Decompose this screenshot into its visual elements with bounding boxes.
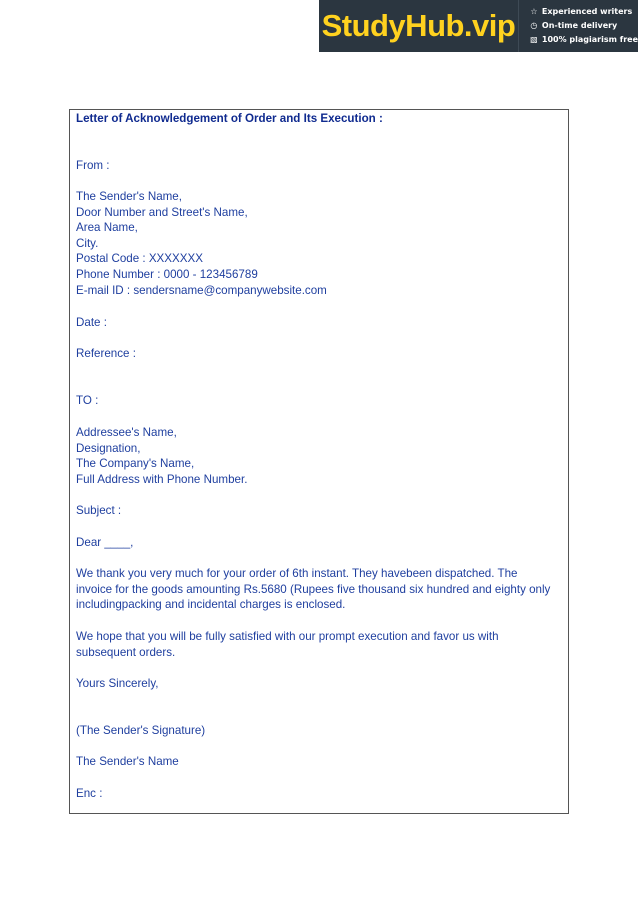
reference-label: Reference :	[76, 347, 136, 360]
body-line: subsequent orders.	[76, 645, 176, 659]
addressee-address	[76, 425, 247, 487]
clock-icon: ◷	[530, 21, 538, 30]
feature-label: Experienced writers	[541, 7, 633, 16]
body-line: We hope that you will be fully satisfied with our prompt execution and favor us with	[76, 630, 499, 643]
sender-postal: Postal Code : XXXXXXX	[76, 252, 203, 266]
feature-label: 100% plagiarism free	[541, 35, 638, 44]
body-line: invoice for the goods amounting Rs.5680 (Rupees five thousand six hundred and eighty only	[76, 582, 551, 596]
sender-city: City.	[76, 236, 99, 250]
feature-item	[529, 20, 638, 32]
feature-list	[518, 0, 638, 52]
promo-banner[interactable]	[319, 0, 638, 52]
sender-area: Area Name,	[76, 221, 138, 235]
subject-label: Subject :	[76, 504, 122, 517]
feature-label: On-time delivery	[541, 21, 618, 30]
letter-heading: Letter of Acknowledgement of Order and Its Execution :	[76, 112, 383, 125]
body-paragraph-2	[76, 629, 499, 660]
sender-address	[76, 189, 327, 298]
enc-label: Enc :	[76, 787, 103, 800]
sender-phone: Phone Number : 0000 - 123456789	[76, 267, 258, 281]
body-line: includingpacking and incidental charges is enclosed.	[76, 598, 346, 612]
sender-name: The Sender's Name,	[76, 190, 182, 203]
addressee-name: Addressee's Name,	[76, 426, 177, 439]
addressee-company: The Company's Name,	[76, 457, 195, 471]
letter-box	[69, 109, 569, 814]
sender-street: Door Number and Street's Name,	[76, 205, 248, 219]
date-label: Date :	[76, 316, 107, 329]
to-label: TO :	[76, 394, 99, 407]
closing: Yours Sincerely,	[76, 677, 159, 690]
signature: (The Sender's Signature)	[76, 724, 206, 737]
addressee-address-line: Full Address with Phone Number.	[76, 472, 248, 486]
salutation: Dear ____,	[76, 536, 134, 549]
feature-item	[529, 6, 638, 18]
body-paragraph-1	[76, 566, 550, 613]
addressee-designation: Designation,	[76, 441, 141, 455]
sender-email: E-mail ID : sendersname@companywebsite.com	[76, 283, 327, 297]
document-icon: ▧	[530, 35, 538, 44]
body-line: We thank you very much for your order of 6th instant. They havebeen dispatched. The	[76, 567, 518, 580]
from-label: From :	[76, 159, 110, 172]
feature-item	[529, 34, 638, 46]
sender-name-closing: The Sender's Name	[76, 755, 179, 768]
brand-logo: StudyHub.vip	[321, 8, 516, 43]
star-icon: ☆	[530, 7, 538, 16]
